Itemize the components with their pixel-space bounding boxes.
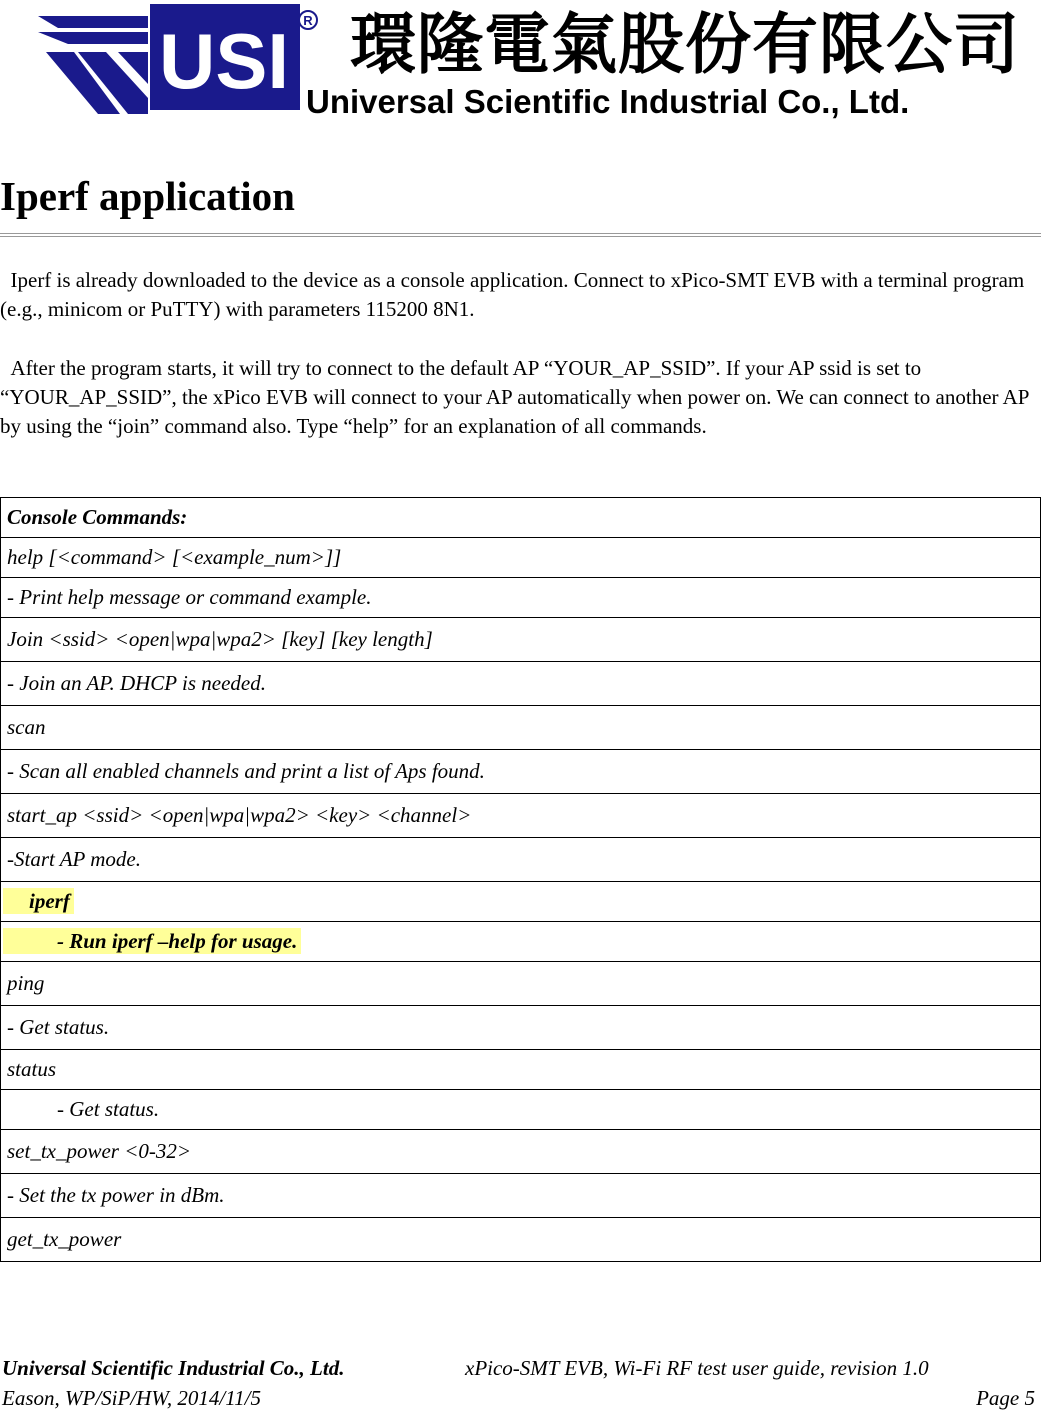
table-row: - Print help message or command example. [1,578,1041,618]
svg-text:R: R [303,13,313,28]
table-row: - Join an AP. DHCP is needed. [1,662,1041,706]
table-header: Console Commands: [1,498,1041,538]
table-row-highlighted: iperf [1,882,1041,922]
table-row: - Get status. [1,1006,1041,1050]
section-title: Iperf application [0,173,295,219]
table-row-highlighted: - Run iperf –help for usage. [1,922,1041,962]
table-row: scan [1,706,1041,750]
title-divider [0,233,1041,237]
company-logo [38,2,1020,120]
table-row: start_ap <ssid> <open|wpa|wpa2> <key> <channel> [1,794,1041,838]
usi-logo-mark [38,2,318,120]
footer-company: Universal Scientific Industrial Co., Ltd. [2,1356,345,1380]
footer-doc-title: xPico-SMT EVB, Wi-Fi RF test user guide, revision 1.0 [465,1356,929,1380]
console-commands-table [0,497,1041,1262]
intro-paragraph: Iperf is already downloaded to the device as a console application. Connect to xPico-SMT EVB with a terminal program (e.g., minicom or PuTTY) with parameters 115200 8N1. [0,268,1025,321]
footer-page-number: Page 5 [976,1386,1035,1410]
table-row: - Scan all enabled channels and print a list of Aps found. [1,750,1041,794]
table-row: Join <ssid> <open|wpa|wpa2> [key] [key length] [1,618,1041,662]
connection-paragraph: After the program starts, it will try to connect to the default AP “YOUR_AP_SSID”. If your AP ssid is set to “YOUR_AP_SSID”, the xPico EVB will connect to your AP automatically when power on. We can connect to another AP by using the “join” command also. Type “help” for an explanation of all commands. [0,356,1029,438]
table-row: - Get status. [1,1090,1041,1130]
table-row: -Start AP mode. [1,838,1041,882]
table-row: status [1,1050,1041,1090]
table-row: get_tx_power [1,1218,1041,1262]
footer-author: Eason, WP/SiP/HW, 2014/11/5 [2,1386,261,1410]
svg-text:USI: USI [158,17,290,105]
logo-chinese-name: 環隆電氣股份有限公司 [350,5,1020,83]
table-row: - Set the tx power in dBm. [1,1174,1041,1218]
table-row: ping [1,962,1041,1006]
logo-english-name: Universal Scientific Industrial Co., Ltd. [306,83,910,120]
table-row: help [<command> [<example_num>]] [1,538,1041,578]
table-row: set_tx_power <0-32> [1,1130,1041,1174]
